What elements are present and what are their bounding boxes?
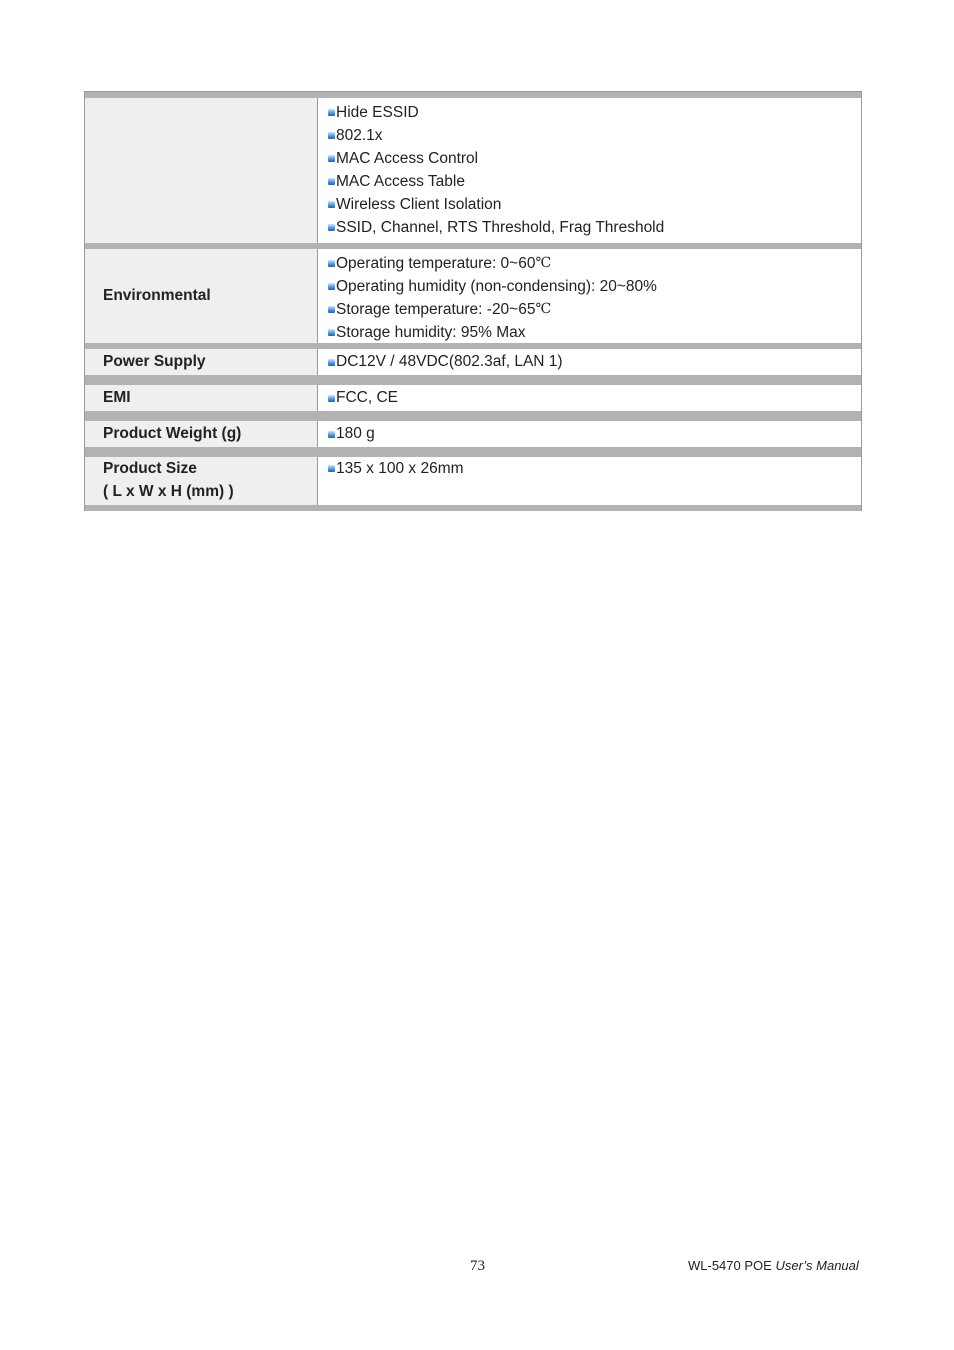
row-separator: [85, 411, 861, 421]
row-values: [318, 421, 861, 447]
bullet-icon: [328, 109, 335, 116]
bullet-icon: [328, 201, 335, 208]
list-item: MAC Access Control: [328, 147, 861, 170]
table-row: [85, 349, 861, 375]
list-item: Storage humidity: 95% Max: [328, 321, 861, 344]
row-label: Product Weight (g): [85, 421, 318, 447]
bullet-icon: [328, 178, 335, 185]
row-label: Product Size ( L x W x H (mm) ): [85, 457, 318, 505]
row-separator: [85, 505, 861, 511]
row-values: [318, 98, 861, 243]
list-item: 802.1x: [328, 124, 861, 147]
list-item: SSID, Channel, RTS Threshold, Frag Threshold: [328, 216, 861, 239]
row-separator: [85, 375, 861, 385]
table-row: [85, 457, 861, 505]
bullet-icon: [328, 329, 335, 336]
row-label: [85, 98, 318, 243]
row-values: [318, 349, 861, 375]
row-values: [318, 385, 861, 411]
bullet-icon: [328, 132, 335, 139]
list-item: Storage temperature: -20~65 ℃: [328, 298, 861, 321]
specification-table: [84, 91, 862, 511]
bullet-icon: [328, 155, 335, 162]
row-label: Environmental: [85, 249, 318, 343]
degree-symbol: ℃: [535, 301, 552, 317]
bullet-icon: [328, 306, 335, 313]
manual-title: WL-5470 POE User’s Manual: [688, 1258, 859, 1273]
list-item: FCC, CE: [328, 385, 861, 411]
bullet-icon: [328, 431, 335, 438]
degree-symbol: ℃: [535, 255, 552, 271]
list-item: MAC Access Table: [328, 170, 861, 193]
table-row: [85, 385, 861, 411]
page-number: 73: [470, 1258, 485, 1274]
row-values: [318, 457, 861, 505]
table-row: [85, 421, 861, 447]
row-label: EMI: [85, 385, 318, 411]
list-item: Operating temperature: 0~60 ℃: [328, 252, 861, 275]
row-label: Power Supply: [85, 349, 318, 375]
bullet-icon: [328, 283, 335, 290]
row-values: [318, 249, 861, 343]
list-item: 135 x 100 x 26mm: [328, 457, 861, 480]
bullet-icon: [328, 395, 335, 402]
list-item: Wireless Client Isolation: [328, 193, 861, 216]
table-row: [85, 249, 861, 343]
list-item: Operating humidity (non-condensing): 20~80%: [328, 275, 861, 298]
bullet-icon: [328, 260, 335, 267]
row-separator: [85, 447, 861, 457]
list-item: 180 g: [328, 421, 861, 447]
list-item: DC12V / 48VDC(802.3af, LAN 1): [328, 349, 861, 375]
bullet-icon: [328, 359, 335, 366]
bullet-icon: [328, 224, 335, 231]
list-item: Hide ESSID: [328, 101, 861, 124]
bullet-icon: [328, 465, 335, 472]
table-row: [85, 98, 861, 243]
